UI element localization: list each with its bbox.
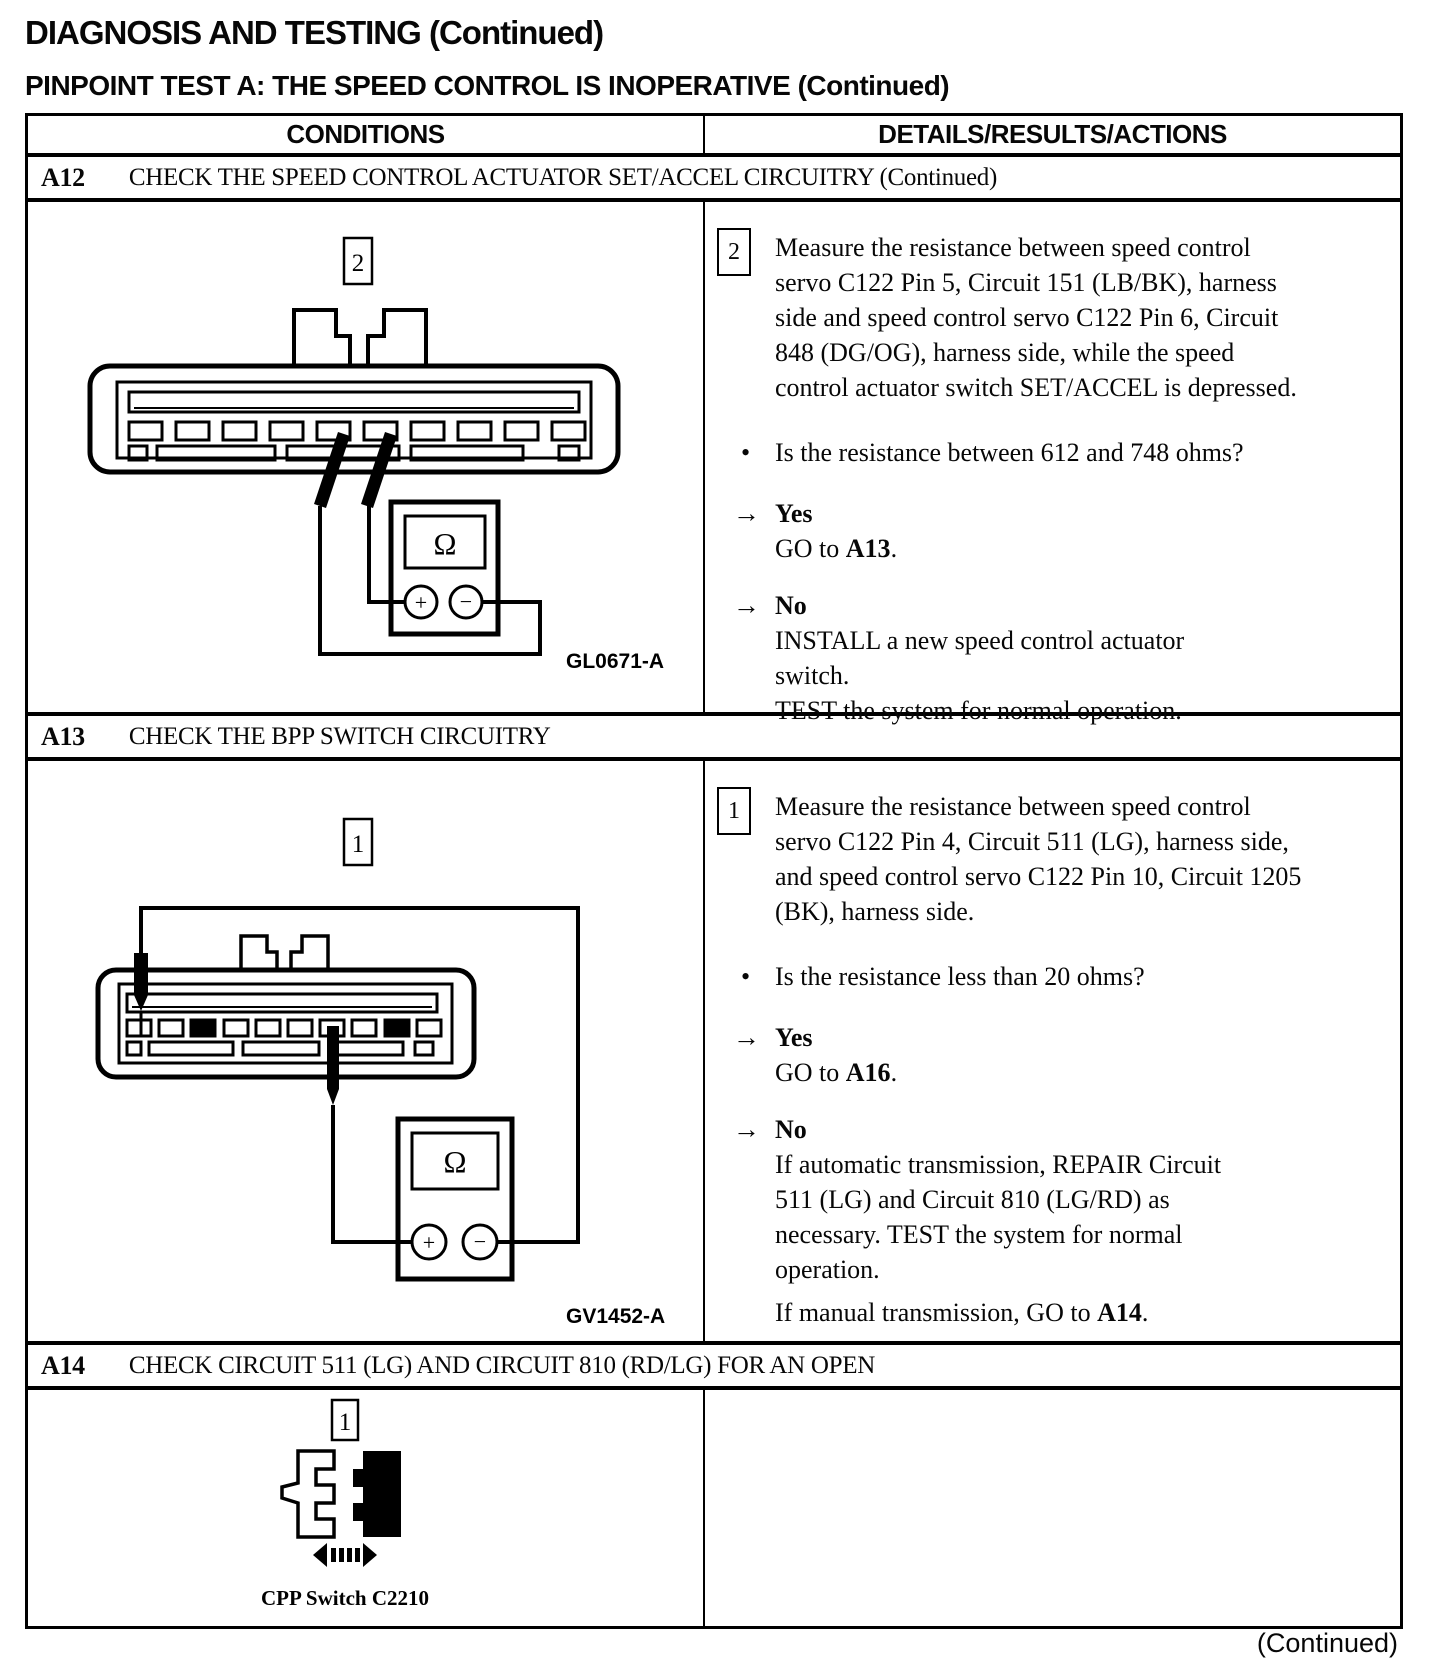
step-a13-id: A13 [41, 721, 85, 751]
text-line: servo C122 Pin 4, Circuit 511 (LG), harness side, [775, 827, 1289, 856]
text-segment: A14 [1097, 1298, 1142, 1327]
step-a14-conditions-cell [28, 1390, 705, 1626]
a13-question [713, 959, 1390, 994]
step-a12-title: CHECK THE SPEED CONTROL ACTUATOR SET/ACCEL CIRCUITRY (Continued) [128, 163, 997, 191]
connector-lower-slot [243, 1042, 319, 1055]
a12-yes-action [775, 531, 1382, 566]
step-a13-details-cell [705, 761, 1400, 1341]
step-a14-title: CHECK CIRCUIT 511 (LG) AND CIRCUIT 810 (RD/LG) FOR AN OPEN [128, 1351, 875, 1379]
pin-1 [127, 1020, 151, 1036]
a12-no-label: No [775, 591, 807, 620]
connector-half-female [353, 1451, 401, 1537]
a13-diagram-step-number: 1 [351, 831, 365, 858]
pin [352, 1020, 376, 1036]
text-segment: GO to [775, 1058, 846, 1087]
step-number-box: 2 [717, 228, 751, 276]
text-line: (BK), harness side. [775, 897, 975, 926]
text-line: switch. [775, 661, 850, 690]
pinpoint-test-title: PINPOINT TEST A: THE SPEED CONTROL IS INOPERATIVE (Continued) [25, 70, 950, 101]
text-line: If automatic transmission, REPAIR Circuit [775, 1150, 1222, 1179]
text-segment: A16 [845, 1058, 891, 1087]
text-line: side and speed control servo C122 Pin 6, Circuit [775, 303, 1279, 332]
step-number-box: 1 [717, 787, 751, 835]
a13-yes-result [713, 1020, 1390, 1090]
a13-instruction [713, 789, 1390, 929]
a12-instruction-text [775, 230, 1390, 405]
a13-yes-label: Yes [775, 1023, 813, 1052]
ohm-symbol: Ω [443, 1144, 467, 1179]
text-line: operation. [775, 1255, 880, 1284]
text-segment: . [1141, 1298, 1149, 1327]
negative-terminal-label: − [459, 589, 473, 614]
a12-yes-label: Yes [775, 499, 813, 528]
step-a14-details-cell [705, 1390, 1400, 1626]
a12-question [713, 435, 1390, 470]
a13-manual-transmission-note [713, 1295, 1390, 1330]
text-line: 511 (LG) and Circuit 810 (LG/RD) as [775, 1185, 1170, 1214]
step-a12-details-cell [705, 202, 1400, 725]
connector-tab-left [241, 936, 277, 970]
result-arrow-icon: → [733, 498, 760, 528]
text-line: control actuator switch SET/ACCEL is depressed. [775, 373, 1297, 402]
a13-no-result [713, 1112, 1390, 1287]
connector-lower-slot [329, 1042, 403, 1055]
arrow-dash [355, 1548, 360, 1562]
a13-no-label: No [775, 1115, 807, 1144]
test-lead-wire [369, 506, 405, 602]
positive-terminal-label: + [422, 1230, 436, 1255]
text-line: servo C122 Pin 5, Circuit 151 (LB/BK), harness [775, 268, 1277, 297]
pin [223, 422, 256, 440]
pin [458, 422, 491, 440]
step-a12-conditions-cell [28, 202, 705, 712]
pin [505, 422, 538, 440]
table-header-row [28, 116, 1400, 157]
connector-tab-left [294, 310, 350, 366]
arrow-dash [331, 1548, 336, 1562]
text-line: INSTALL a new speed control actuator [775, 626, 1185, 655]
a13-question-text: Is the resistance less than 20 ohms? [775, 962, 1145, 991]
connector-lower-slot [415, 1042, 433, 1055]
pin [552, 422, 585, 440]
connector-tab-right [291, 936, 328, 970]
text-line: 848 (DG/OG), harness side, while the speed [775, 338, 1235, 367]
bullet-icon: • [741, 962, 751, 991]
negative-terminal-label: − [473, 1229, 487, 1254]
a12-question-text: Is the resistance between 612 and 748 ohms? [775, 438, 1244, 467]
disconnect-arrow-left [313, 1543, 327, 1567]
step-a14-title-row [28, 1345, 1400, 1390]
step-a12-title-row [28, 157, 1400, 202]
a12-no-result [713, 588, 1390, 728]
disconnect-arrow-right [363, 1543, 377, 1567]
figure-label: GV1452-A [566, 1305, 666, 1328]
a12-connector-ohmmeter-diagram [28, 202, 704, 712]
a13-yes-action [775, 1055, 1382, 1090]
step-a13-conditions-cell [28, 761, 705, 1341]
a13-instruction-text [775, 789, 1390, 929]
a12-no-action [775, 623, 1382, 728]
a14-diagram-step-number: 1 [338, 1409, 352, 1436]
pin [417, 1020, 441, 1036]
a13-manual-note-text [775, 1295, 1390, 1330]
test-probe [327, 1026, 339, 1105]
a12-yes-result [713, 496, 1390, 566]
step-a14-id: A14 [41, 1350, 85, 1380]
connector-tab-right [368, 310, 426, 366]
text-line: Measure the resistance between speed control [775, 233, 1251, 262]
a13-no-action [775, 1147, 1382, 1287]
text-line: and speed control servo C122 Pin 10, Circuit 1205 [775, 862, 1302, 891]
step-a12-content-row [28, 202, 1400, 725]
step-a13-title: CHECK THE BPP SWITCH CIRCUITRY [128, 722, 551, 750]
ohm-symbol: Ω [433, 526, 457, 561]
a14-cpp-switch-diagram [28, 1390, 704, 1626]
connector-half-male [282, 1451, 334, 1537]
connector-lower-slot [127, 1042, 141, 1055]
step-a13-content-row [28, 761, 1400, 1345]
pin [411, 422, 444, 440]
pin [129, 422, 162, 440]
pin [224, 1020, 248, 1036]
result-arrow-icon: → [733, 1022, 760, 1052]
pin [159, 1020, 183, 1036]
pin-filled [191, 1020, 215, 1036]
result-arrow-icon: → [733, 590, 760, 620]
a12-diagram-step-number: 2 [351, 250, 365, 277]
text-segment: . [890, 1058, 898, 1087]
page-title: DIAGNOSIS AND TESTING (Continued) [25, 14, 604, 51]
figure-label: GL0671-A [566, 650, 665, 673]
pin-filled [385, 1020, 409, 1036]
text-segment: A13 [845, 534, 891, 563]
pin [176, 422, 209, 440]
pin [270, 422, 303, 440]
step-a12-id: A12 [41, 162, 85, 192]
text-segment: GO to [775, 534, 846, 563]
a14-diagram-caption: CPP Switch C2210 [261, 1586, 429, 1610]
pin [288, 1020, 312, 1036]
connector-lower-slot [149, 1042, 233, 1055]
text-segment: If manual transmission, GO to [775, 1298, 1098, 1327]
text-line: TEST the system for normal operation. [775, 696, 1182, 725]
result-arrow-icon: → [733, 1114, 760, 1144]
arrow-dash [347, 1548, 352, 1562]
a13-connector-ohmmeter-diagram [28, 761, 704, 1341]
arrow-dash [339, 1548, 344, 1562]
pin [256, 1020, 280, 1036]
step-a14-content-row [28, 1390, 1400, 1626]
column-header-details: DETAILS/RESULTS/ACTIONS [878, 119, 1227, 149]
positive-terminal-label: + [414, 590, 428, 615]
text-segment: . [890, 534, 898, 563]
connector-top-slot [127, 994, 437, 1012]
pinpoint-test-table [25, 113, 1403, 1629]
ohmmeter-body [398, 1119, 512, 1279]
column-header-conditions: CONDITIONS [28, 116, 705, 153]
page-continued-note: (Continued) [1256, 1628, 1398, 1658]
text-line: necessary. TEST the system for normal [775, 1220, 1183, 1249]
a12-instruction [713, 230, 1390, 405]
text-line: Measure the resistance between speed control [775, 792, 1251, 821]
bullet-icon: • [741, 438, 751, 467]
test-probe [134, 953, 148, 1011]
